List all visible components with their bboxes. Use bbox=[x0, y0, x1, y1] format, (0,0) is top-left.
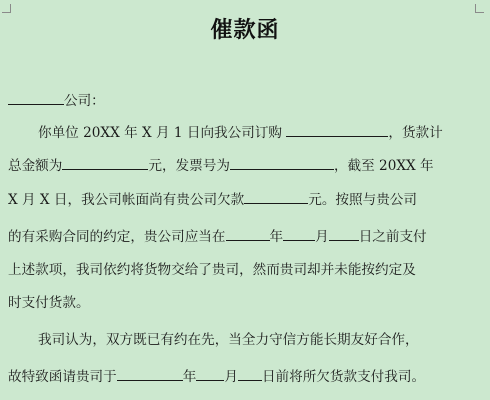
text-segment: ，货款计 bbox=[388, 125, 443, 141]
text-segment: 我司认为，双方既已有约在先，当全力守信方能长期友好合作， bbox=[38, 332, 419, 348]
due-year-blank[interactable] bbox=[226, 226, 270, 241]
text-segment: ，截至 20XX 年 bbox=[333, 158, 434, 174]
pay-day-blank[interactable] bbox=[238, 366, 262, 381]
text-segment: 日前将所欠货款支付我司。 bbox=[261, 369, 426, 385]
text-segment: 日之前支付 bbox=[358, 229, 427, 245]
total-amount-blank[interactable] bbox=[62, 155, 148, 170]
text-segment: 上述款项，我司依约将货物交给了贵司，然而贵司却并未能按约定及 bbox=[8, 262, 416, 278]
salutation-suffix: 公司： bbox=[64, 93, 105, 109]
text-segment: 你单位 20XX 年 X 月 1 日向我公司订购 bbox=[38, 125, 283, 141]
text-segment: 时支付货款。 bbox=[8, 295, 90, 311]
text-segment: 元。按照与贵公司 bbox=[308, 192, 417, 208]
invoice-number-blank[interactable] bbox=[230, 155, 334, 170]
text-segment: 年 bbox=[269, 229, 284, 245]
paragraph-1-line-1 bbox=[38, 122, 443, 143]
document-title: 催款函 bbox=[210, 18, 280, 43]
paragraph-1-line-4 bbox=[8, 226, 427, 247]
paragraph-1-line-6 bbox=[8, 293, 90, 313]
text-segment: 月 bbox=[224, 369, 238, 385]
pay-month-blank[interactable] bbox=[196, 366, 224, 381]
paragraph-2-line-2 bbox=[8, 366, 425, 387]
text-segment: 总金额为 bbox=[8, 158, 63, 174]
paragraph-2-line-1 bbox=[38, 330, 419, 350]
text-segment: 的有采购合同的约定，贵公司应当在 bbox=[8, 229, 226, 245]
text-segment: X 月 X 日，我公司帐面尚有贵公司欠款 bbox=[8, 192, 245, 208]
due-day-blank[interactable] bbox=[329, 226, 359, 241]
paragraph-1-line-2 bbox=[8, 155, 434, 176]
product-blank[interactable] bbox=[286, 122, 388, 137]
company-name-blank[interactable] bbox=[8, 90, 64, 105]
paragraph-1-line-5 bbox=[8, 260, 416, 280]
debt-amount-blank[interactable] bbox=[244, 189, 308, 204]
paragraph-1-line-3 bbox=[8, 189, 417, 210]
text-segment: 月 bbox=[315, 229, 329, 245]
page-corner-mark-right bbox=[475, 4, 484, 13]
due-month-blank[interactable] bbox=[283, 226, 315, 241]
text-segment: 元，发票号为 bbox=[148, 158, 230, 174]
text-segment: 年 bbox=[182, 369, 197, 385]
salutation-line bbox=[8, 90, 105, 111]
page-corner-mark-left bbox=[2, 4, 11, 13]
pay-year-blank[interactable] bbox=[117, 366, 183, 381]
text-segment: 故特致函请贵司于 bbox=[8, 369, 117, 385]
